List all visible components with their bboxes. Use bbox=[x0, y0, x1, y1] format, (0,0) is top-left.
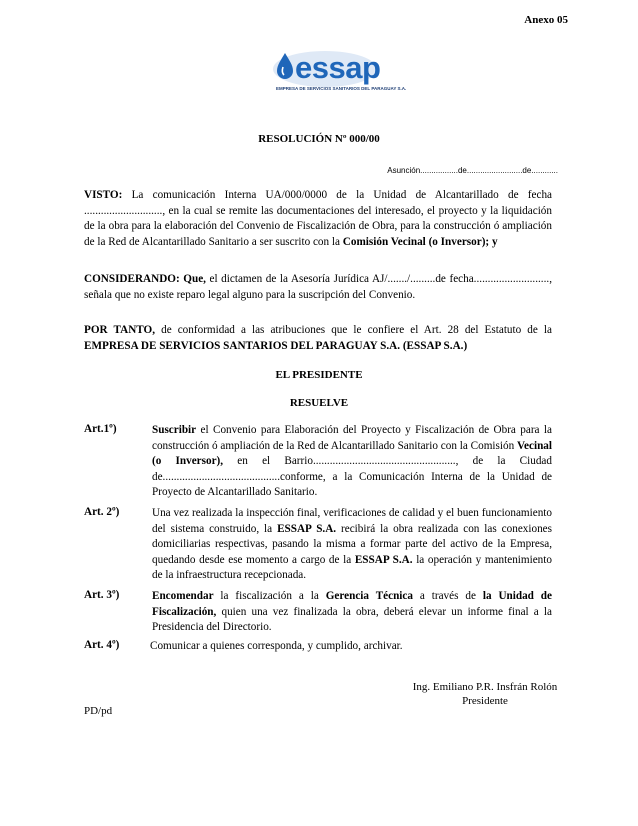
article-2-text bbox=[152, 506, 552, 584]
signatory-role: Presidente bbox=[462, 695, 508, 707]
portanto-paragraph bbox=[84, 323, 552, 354]
visto-text: La comunicación Interna UA/000/0000 de la Unidad de Alcantarillado de fecha ............................, en la cual se remite las documentaciones del interesado, el proyecto y la liquidación de la obra para la elaboración del Convenio de Fiscalización de Obra, para la construcción ó ampliación de la Red de Alcantarillado Sanitario a ser suscrito con la bbox=[84, 189, 552, 248]
article-3-text-2: a través de bbox=[412, 590, 483, 602]
article-3-bold-3: la Unidad de Fiscalización, bbox=[152, 590, 552, 618]
article-3-text bbox=[152, 589, 552, 636]
president-heading: EL PRESIDENTE bbox=[275, 369, 363, 381]
article-3-bold-1: Encomendar bbox=[152, 590, 214, 602]
logo-wordmark: essap bbox=[295, 50, 381, 85]
article-2-text-3: la operación y mantenimiento de la infraestructura recepcionada. bbox=[152, 553, 552, 581]
article-4-text bbox=[150, 639, 550, 655]
considerando-paragraph bbox=[84, 272, 552, 303]
article-1-text-1: el Convenio para Elaboración del Proyecto y Fiscalización de Obra para la construcción ó ampliación de la Red de Alcantarillado Sanitario con la Comisión bbox=[152, 424, 552, 452]
signature-block bbox=[360, 680, 610, 708]
resolution-title: RESOLUCIÓN Nº 000/00 bbox=[258, 133, 380, 145]
reference-initials: PD/pd bbox=[84, 705, 113, 717]
article-4-text-1: Comunicar a quienes corresponda, y cumplido, archivar. bbox=[150, 640, 403, 652]
date-line: Asunción.................de.........................de............ bbox=[387, 166, 558, 175]
article-1-bold-1: Suscribir bbox=[152, 424, 197, 436]
article-3-text-3: quien una vez finalizada la obra, deberá elevar un informe final a la Presidencia del Directorio. bbox=[152, 605, 552, 633]
considerando-label: CONSIDERANDO: bbox=[84, 273, 180, 285]
portanto-label: POR TANTO, bbox=[84, 324, 156, 336]
resuelve-heading: RESUELVE bbox=[289, 397, 349, 409]
article-3-label: Art. 3º) bbox=[84, 589, 120, 601]
article-2-label: Art. 2º) bbox=[84, 506, 120, 518]
visto-bold: Comisión Vecinal (o Inversor); y bbox=[342, 235, 498, 248]
considerando-bold: Que, bbox=[179, 273, 206, 285]
visto-paragraph bbox=[84, 188, 552, 250]
article-2-bold-1: ESSAP S.A. bbox=[277, 522, 337, 535]
visto-label: VISTO: bbox=[84, 189, 123, 201]
portanto-text: de conformidad a las atribuciones que le confiere el Art. 28 del Estatuto de la bbox=[155, 324, 552, 336]
portanto-bold: EMPRESA DE SERVICIOS SANTARIOS DEL PARAGUAY S.A. (ESSAP S.A.) bbox=[84, 339, 468, 352]
article-1-bold-2: Vecinal (o Inversor), bbox=[152, 439, 552, 467]
article-1-text bbox=[152, 423, 552, 501]
article-2-text-2: recibirá la obra realizada con las conexiones domiciliarias respectivas, pasando la misma a formar parte del activo de la Empresa, quedando desde ese momento a cargo de la bbox=[152, 522, 552, 566]
article-4-label: Art. 4º) bbox=[84, 639, 120, 651]
article-3-text-1: la fiscalización a la bbox=[213, 590, 326, 602]
article-2-text-1: Una vez realizada la inspección final, verificaciones de calidad y el buen funcionamiento del sistema construido, la bbox=[152, 507, 552, 535]
article-3-bold-2: Gerencia Técnica bbox=[325, 590, 413, 602]
signatory-name: Ing. Emiliano P.R. Insfrán Rolón bbox=[412, 681, 558, 693]
article-1-label: Art.1º) bbox=[84, 423, 117, 435]
considerando-text: el dictamen de la Asesoría Jurídica AJ/......./.........de fecha..........................., señala que no existe reparo legal alguno para la suscripción del Convenio. bbox=[84, 273, 552, 301]
logo-subtitle: EMPRESA DE SERVICIOS SANITARIOS DEL PARAGUAY S.A. bbox=[276, 86, 407, 91]
article-1-text-2: en el Barrio..................................................., de la Ciudad de..........................................conforme, a la Comunicación Interna de la Unidad de Proyecto de Alcantarillado Sanitario. bbox=[152, 455, 552, 498]
article-2-bold-2: ESSAP S.A. bbox=[354, 553, 413, 566]
annex-label: Anexo 05 bbox=[524, 14, 568, 26]
